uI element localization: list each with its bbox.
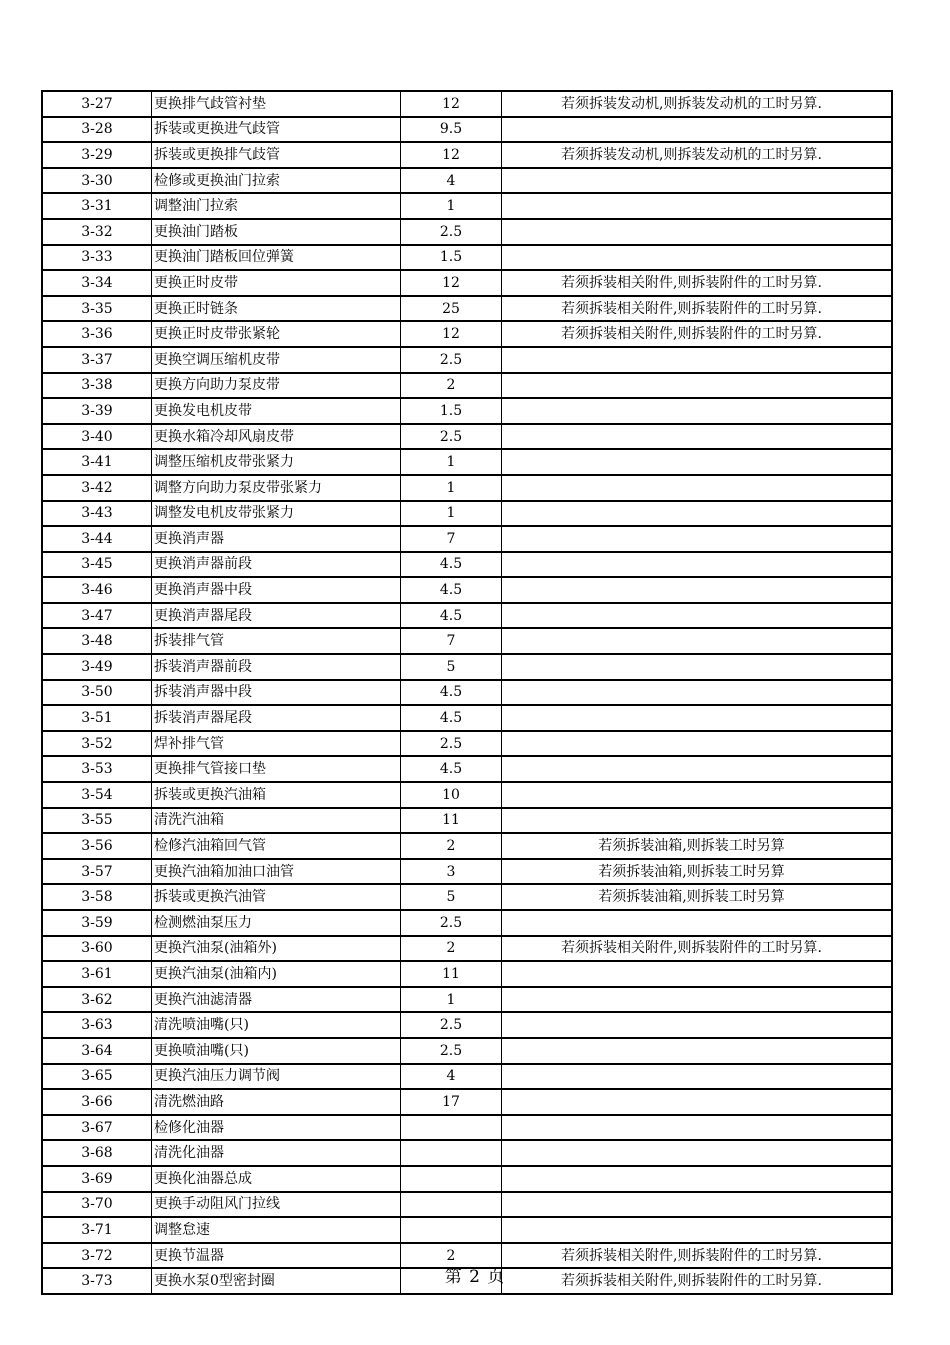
item-name-cell: 更换汽油泵(油箱外) bbox=[152, 936, 401, 962]
labor-hours-cell: 2 bbox=[401, 833, 502, 859]
table-row bbox=[42, 808, 892, 834]
labor-hours-cell bbox=[401, 1115, 502, 1141]
item-code-cell: 3-32 bbox=[42, 219, 152, 245]
item-code-cell: 3-33 bbox=[42, 245, 152, 271]
labor-hours-cell: 1 bbox=[401, 449, 502, 475]
table-row bbox=[42, 1115, 892, 1141]
item-name-cell: 更换节温器 bbox=[152, 1243, 401, 1269]
item-code-cell: 3-37 bbox=[42, 347, 152, 373]
labor-hours-cell: 2.5 bbox=[401, 1038, 502, 1064]
item-name-cell: 更换空调压缩机皮带 bbox=[152, 347, 401, 373]
labor-hours-cell: 12 bbox=[401, 270, 502, 296]
table-row bbox=[42, 628, 892, 654]
item-name-cell: 更换正时链条 bbox=[152, 296, 401, 322]
labor-hours-cell: 1.5 bbox=[401, 398, 502, 424]
item-name-cell: 更换汽油压力调节阀 bbox=[152, 1064, 401, 1090]
item-name-cell: 更换方向助力泵皮带 bbox=[152, 373, 401, 399]
item-code-cell: 3-35 bbox=[42, 296, 152, 322]
item-name-cell: 更换排气管接口垫 bbox=[152, 756, 401, 782]
remark-cell bbox=[502, 475, 893, 501]
remark-cell bbox=[502, 1217, 893, 1243]
table-row bbox=[42, 91, 892, 117]
labor-hours-cell bbox=[401, 1192, 502, 1218]
table-row bbox=[42, 1089, 892, 1115]
table-row bbox=[42, 117, 892, 143]
item-code-cell: 3-62 bbox=[42, 987, 152, 1013]
table-row bbox=[42, 782, 892, 808]
table-row bbox=[42, 373, 892, 399]
item-name-cell: 检修化油器 bbox=[152, 1115, 401, 1141]
remark-cell: 若须拆装相关附件,则拆装附件的工时另算. bbox=[502, 270, 893, 296]
item-name-cell: 调整发电机皮带张紧力 bbox=[152, 501, 401, 527]
table-row bbox=[42, 1064, 892, 1090]
labor-hours-cell: 2.5 bbox=[401, 910, 502, 936]
labor-hours-cell: 1.5 bbox=[401, 245, 502, 271]
table-row bbox=[42, 193, 892, 219]
table-row bbox=[42, 859, 892, 885]
labor-hours-cell: 5 bbox=[401, 654, 502, 680]
table-row bbox=[42, 424, 892, 450]
item-name-cell: 更换发电机皮带 bbox=[152, 398, 401, 424]
labor-hours-cell: 4.5 bbox=[401, 705, 502, 731]
labor-hours-cell: 2 bbox=[401, 373, 502, 399]
table-row bbox=[42, 1038, 892, 1064]
item-code-cell: 3-60 bbox=[42, 936, 152, 962]
item-name-cell: 调整方向助力泵皮带张紧力 bbox=[152, 475, 401, 501]
table-row bbox=[42, 142, 892, 168]
item-name-cell: 拆装排气管 bbox=[152, 628, 401, 654]
remark-cell bbox=[502, 628, 893, 654]
item-code-cell: 3-63 bbox=[42, 1012, 152, 1038]
remark-cell bbox=[502, 731, 893, 757]
remark-cell: 若须拆装相关附件,则拆装附件的工时另算. bbox=[502, 321, 893, 347]
table-row bbox=[42, 884, 892, 910]
table-row bbox=[42, 449, 892, 475]
remark-cell: 若须拆装油箱,则拆装工时另算 bbox=[502, 884, 893, 910]
labor-hours-cell: 4.5 bbox=[401, 552, 502, 578]
labor-hours-cell: 2 bbox=[401, 936, 502, 962]
item-name-cell: 拆装或更换进气歧管 bbox=[152, 117, 401, 143]
item-name-cell: 调整油门拉索 bbox=[152, 193, 401, 219]
remark-cell bbox=[502, 680, 893, 706]
remark-cell bbox=[502, 449, 893, 475]
labor-hours-cell bbox=[401, 1166, 502, 1192]
item-name-cell: 更换正时皮带张紧轮 bbox=[152, 321, 401, 347]
remark-cell bbox=[502, 1115, 893, 1141]
labor-hours-table bbox=[41, 90, 893, 1295]
item-code-cell: 3-43 bbox=[42, 501, 152, 527]
item-name-cell: 检测燃油泵压力 bbox=[152, 910, 401, 936]
labor-hours-cell: 4.5 bbox=[401, 756, 502, 782]
table-row bbox=[42, 1217, 892, 1243]
item-name-cell: 更换排气歧管衬垫 bbox=[152, 91, 401, 117]
table-row bbox=[42, 936, 892, 962]
remark-cell bbox=[502, 987, 893, 1013]
table-row bbox=[42, 526, 892, 552]
item-name-cell: 更换汽油箱加油口油管 bbox=[152, 859, 401, 885]
item-name-cell: 更换正时皮带 bbox=[152, 270, 401, 296]
table-row bbox=[42, 1166, 892, 1192]
remark-cell bbox=[502, 1192, 893, 1218]
table-row bbox=[42, 577, 892, 603]
remark-cell bbox=[502, 603, 893, 629]
remark-cell bbox=[502, 1038, 893, 1064]
remark-cell: 若须拆装发动机,则拆装发动机的工时另算. bbox=[502, 142, 893, 168]
table-row bbox=[42, 987, 892, 1013]
labor-hours-cell: 11 bbox=[401, 808, 502, 834]
item-name-cell: 清洗燃油路 bbox=[152, 1089, 401, 1115]
item-code-cell: 3-44 bbox=[42, 526, 152, 552]
item-name-cell: 更换消声器 bbox=[152, 526, 401, 552]
item-code-cell: 3-72 bbox=[42, 1243, 152, 1269]
table-body bbox=[42, 91, 892, 1294]
item-name-cell: 更换水箱冷却风扇皮带 bbox=[152, 424, 401, 450]
item-name-cell: 焊补排气管 bbox=[152, 731, 401, 757]
labor-hours-cell: 2.5 bbox=[401, 1012, 502, 1038]
item-code-cell: 3-46 bbox=[42, 577, 152, 603]
labor-hours-cell: 2.5 bbox=[401, 424, 502, 450]
item-name-cell: 更换水泵0型密封圈 bbox=[152, 1268, 401, 1294]
item-code-cell: 3-36 bbox=[42, 321, 152, 347]
item-code-cell: 3-69 bbox=[42, 1166, 152, 1192]
item-name-cell: 更换消声器尾段 bbox=[152, 603, 401, 629]
item-code-cell: 3-59 bbox=[42, 910, 152, 936]
remark-cell bbox=[502, 808, 893, 834]
labor-hours-cell: 1 bbox=[401, 501, 502, 527]
table-row bbox=[42, 475, 892, 501]
table-row bbox=[42, 321, 892, 347]
item-name-cell: 更换喷油嘴(只) bbox=[152, 1038, 401, 1064]
item-code-cell: 3-30 bbox=[42, 168, 152, 194]
item-code-cell: 3-65 bbox=[42, 1064, 152, 1090]
remark-cell bbox=[502, 373, 893, 399]
table-row bbox=[42, 552, 892, 578]
item-code-cell: 3-56 bbox=[42, 833, 152, 859]
table-row bbox=[42, 705, 892, 731]
item-name-cell: 更换消声器前段 bbox=[152, 552, 401, 578]
labor-hours-cell: 2.5 bbox=[401, 731, 502, 757]
page-number: 第 2 页 bbox=[444, 1267, 506, 1287]
item-code-cell: 3-73 bbox=[42, 1268, 152, 1294]
item-code-cell: 3-48 bbox=[42, 628, 152, 654]
item-name-cell: 拆装消声器尾段 bbox=[152, 705, 401, 731]
remark-cell bbox=[502, 782, 893, 808]
item-code-cell: 3-45 bbox=[42, 552, 152, 578]
table-row bbox=[42, 219, 892, 245]
item-code-cell: 3-50 bbox=[42, 680, 152, 706]
table-row bbox=[42, 961, 892, 987]
item-name-cell: 调整压缩机皮带张紧力 bbox=[152, 449, 401, 475]
remark-cell bbox=[502, 219, 893, 245]
labor-hours-cell bbox=[401, 1217, 502, 1243]
remark-cell: 若须拆装相关附件,则拆装附件的工时另算. bbox=[502, 936, 893, 962]
labor-hours-cell: 3 bbox=[401, 859, 502, 885]
item-name-cell: 拆装或更换排气歧管 bbox=[152, 142, 401, 168]
remark-cell bbox=[502, 1166, 893, 1192]
labor-hours-cell: 12 bbox=[401, 142, 502, 168]
labor-hours-cell: 4.5 bbox=[401, 603, 502, 629]
table-row bbox=[42, 347, 892, 373]
table-row bbox=[42, 1012, 892, 1038]
labor-hours-cell: 2.5 bbox=[401, 219, 502, 245]
item-code-cell: 3-71 bbox=[42, 1217, 152, 1243]
labor-hours-cell: 9.5 bbox=[401, 117, 502, 143]
table-row bbox=[42, 756, 892, 782]
table-row bbox=[42, 833, 892, 859]
remark-cell bbox=[502, 1064, 893, 1090]
labor-hours-cell: 7 bbox=[401, 526, 502, 552]
item-code-cell: 3-51 bbox=[42, 705, 152, 731]
item-code-cell: 3-42 bbox=[42, 475, 152, 501]
table-row bbox=[42, 1192, 892, 1218]
item-name-cell: 更换汽油泵(油箱内) bbox=[152, 961, 401, 987]
item-code-cell: 3-28 bbox=[42, 117, 152, 143]
labor-hours-cell: 12 bbox=[401, 321, 502, 347]
item-code-cell: 3-53 bbox=[42, 756, 152, 782]
item-name-cell: 拆装消声器中段 bbox=[152, 680, 401, 706]
remark-cell bbox=[502, 961, 893, 987]
item-name-cell: 清洗喷油嘴(只) bbox=[152, 1012, 401, 1038]
item-name-cell: 拆装或更换汽油箱 bbox=[152, 782, 401, 808]
item-code-cell: 3-27 bbox=[42, 91, 152, 117]
item-code-cell: 3-29 bbox=[42, 142, 152, 168]
remark-cell bbox=[502, 577, 893, 603]
remark-cell bbox=[502, 1012, 893, 1038]
remark-cell bbox=[502, 526, 893, 552]
item-name-cell: 清洗化油器 bbox=[152, 1140, 401, 1166]
labor-hours-cell: 2.5 bbox=[401, 347, 502, 373]
labor-hours-cell: 2 bbox=[401, 1243, 502, 1269]
remark-cell bbox=[502, 347, 893, 373]
remark-cell bbox=[502, 705, 893, 731]
item-code-cell: 3-41 bbox=[42, 449, 152, 475]
table-row bbox=[42, 680, 892, 706]
labor-hours-cell: 4 bbox=[401, 168, 502, 194]
item-code-cell: 3-34 bbox=[42, 270, 152, 296]
remark-cell: 若须拆装发动机,则拆装发动机的工时另算. bbox=[502, 91, 893, 117]
remark-cell bbox=[502, 1089, 893, 1115]
remark-cell bbox=[502, 168, 893, 194]
item-name-cell: 更换化油器总成 bbox=[152, 1166, 401, 1192]
table-row bbox=[42, 654, 892, 680]
labor-hours-cell: 4 bbox=[401, 1064, 502, 1090]
remark-cell bbox=[502, 1140, 893, 1166]
item-code-cell: 3-52 bbox=[42, 731, 152, 757]
remark-cell bbox=[502, 424, 893, 450]
item-name-cell: 拆装或更换汽油管 bbox=[152, 884, 401, 910]
item-code-cell: 3-49 bbox=[42, 654, 152, 680]
item-name-cell: 检修或更换油门拉索 bbox=[152, 168, 401, 194]
remark-cell bbox=[502, 756, 893, 782]
labor-hours-cell: 10 bbox=[401, 782, 502, 808]
remark-cell: 若须拆装油箱,则拆装工时另算 bbox=[502, 833, 893, 859]
item-name-cell: 更换手动阻风门拉线 bbox=[152, 1192, 401, 1218]
labor-hours-cell: 1 bbox=[401, 987, 502, 1013]
item-code-cell: 3-38 bbox=[42, 373, 152, 399]
table-row bbox=[42, 296, 892, 322]
item-code-cell: 3-66 bbox=[42, 1089, 152, 1115]
item-name-cell: 拆装消声器前段 bbox=[152, 654, 401, 680]
labor-hours-cell: 12 bbox=[401, 91, 502, 117]
remark-cell bbox=[502, 910, 893, 936]
item-code-cell: 3-31 bbox=[42, 193, 152, 219]
table-row bbox=[42, 501, 892, 527]
remark-cell: 若须拆装油箱,则拆装工时另算 bbox=[502, 859, 893, 885]
item-name-cell: 清洗汽油箱 bbox=[152, 808, 401, 834]
labor-hours-cell: 17 bbox=[401, 1089, 502, 1115]
table-row bbox=[42, 910, 892, 936]
labor-hours-cell: 25 bbox=[401, 296, 502, 322]
item-code-cell: 3-64 bbox=[42, 1038, 152, 1064]
item-name-cell: 更换油门踏板回位弹簧 bbox=[152, 245, 401, 271]
labor-hours-cell: 5 bbox=[401, 884, 502, 910]
remark-cell bbox=[502, 654, 893, 680]
table-row bbox=[42, 603, 892, 629]
item-name-cell: 更换消声器中段 bbox=[152, 577, 401, 603]
item-code-cell: 3-67 bbox=[42, 1115, 152, 1141]
table-row bbox=[42, 270, 892, 296]
remark-cell: 若须拆装相关附件,则拆装附件的工时另算. bbox=[502, 1243, 893, 1269]
table-row bbox=[42, 168, 892, 194]
item-code-cell: 3-57 bbox=[42, 859, 152, 885]
item-code-cell: 3-58 bbox=[42, 884, 152, 910]
item-code-cell: 3-54 bbox=[42, 782, 152, 808]
item-name-cell: 更换汽油滤清器 bbox=[152, 987, 401, 1013]
remark-cell: 若须拆装相关附件,则拆装附件的工时另算. bbox=[502, 296, 893, 322]
item-code-cell: 3-40 bbox=[42, 424, 152, 450]
item-code-cell: 3-55 bbox=[42, 808, 152, 834]
remark-cell: 若须拆装相关附件,则拆装附件的工时另算. bbox=[502, 1268, 893, 1294]
item-name-cell: 检修汽油箱回气管 bbox=[152, 833, 401, 859]
item-code-cell: 3-70 bbox=[42, 1192, 152, 1218]
remark-cell bbox=[502, 398, 893, 424]
item-code-cell: 3-39 bbox=[42, 398, 152, 424]
labor-hours-cell: 7 bbox=[401, 628, 502, 654]
item-code-cell: 3-47 bbox=[42, 603, 152, 629]
labor-hours-cell: 1 bbox=[401, 193, 502, 219]
table-row bbox=[42, 731, 892, 757]
labor-hours-cell: 11 bbox=[401, 961, 502, 987]
labor-hours-cell bbox=[401, 1140, 502, 1166]
labor-hours-cell: 1 bbox=[401, 475, 502, 501]
table-row bbox=[42, 1140, 892, 1166]
remark-cell bbox=[502, 501, 893, 527]
table-row bbox=[42, 245, 892, 271]
item-code-cell: 3-61 bbox=[42, 961, 152, 987]
item-code-cell: 3-68 bbox=[42, 1140, 152, 1166]
labor-hours-cell: 4.5 bbox=[401, 680, 502, 706]
item-name-cell: 更换油门踏板 bbox=[152, 219, 401, 245]
remark-cell bbox=[502, 552, 893, 578]
remark-cell bbox=[502, 245, 893, 271]
labor-hours-cell: 4.5 bbox=[401, 577, 502, 603]
table-row bbox=[42, 398, 892, 424]
remark-cell bbox=[502, 193, 893, 219]
remark-cell bbox=[502, 117, 893, 143]
item-name-cell: 调整怠速 bbox=[152, 1217, 401, 1243]
